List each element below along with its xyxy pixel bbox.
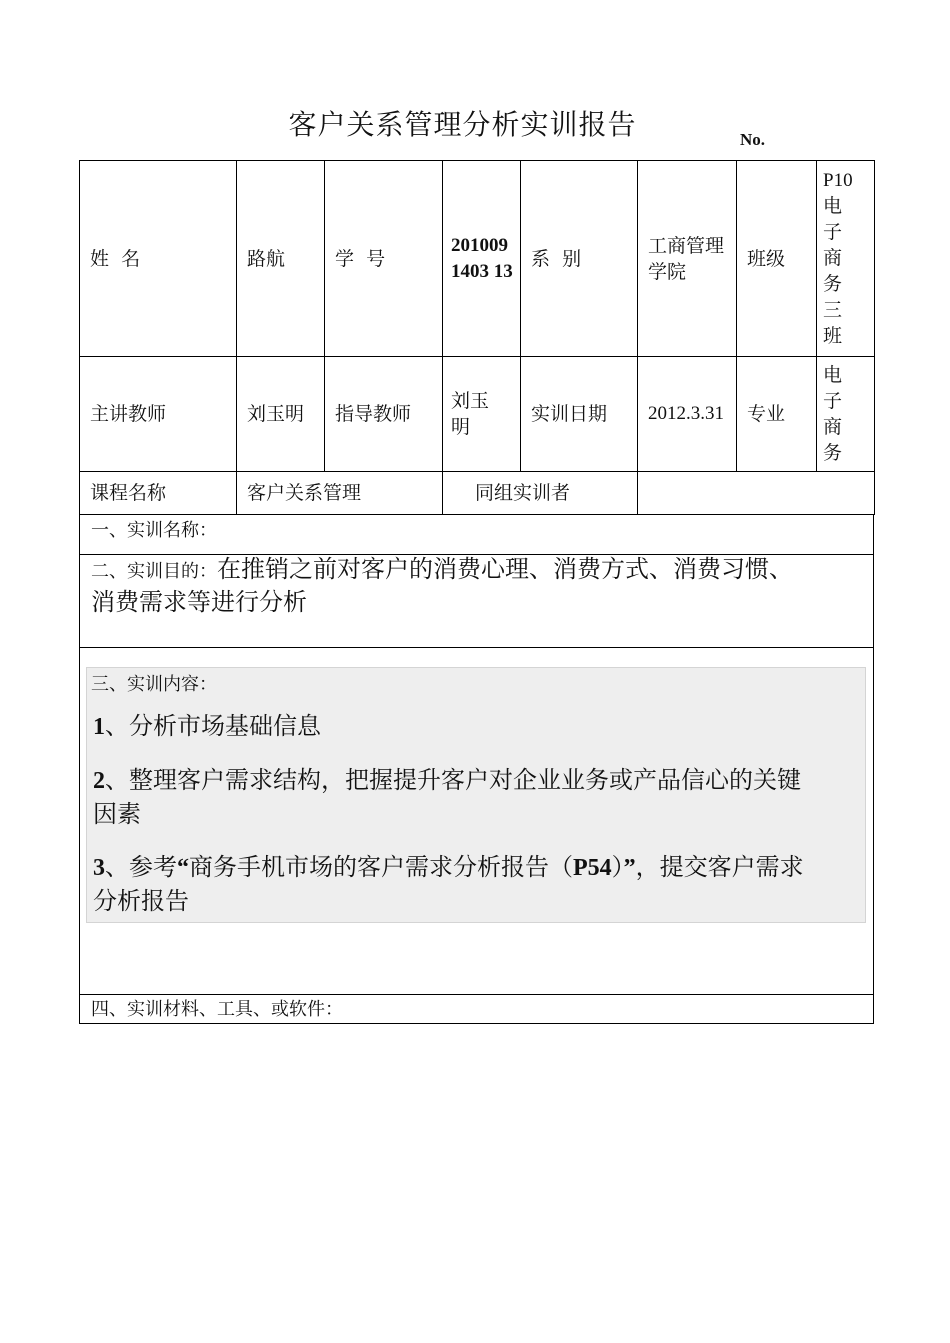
report-number-label: No. [740, 130, 766, 149]
training-purpose-label: 二、实训目的： [91, 561, 217, 582]
major-label: 专业 [737, 357, 817, 472]
content-item-3-quote-open: “ [177, 855, 189, 881]
section-training-name [79, 514, 874, 555]
content-item-3-quote-close: ” [623, 855, 636, 881]
training-content-box [86, 667, 866, 923]
content-item-3-code: P54 [573, 855, 612, 881]
training-date-value: 2012.3.31 [638, 357, 737, 472]
course-value: 客户关系管理 [237, 472, 443, 515]
name-label: 姓 名 [80, 161, 237, 357]
department-value: 工商管理学院 [638, 161, 737, 357]
student-id-label: 学 号 [325, 161, 443, 357]
content-item-1-number: 1 [93, 714, 105, 740]
content-item-2-number: 2 [93, 768, 105, 794]
training-purpose-block [91, 554, 793, 620]
training-name-label: 一、实训名称： [91, 520, 217, 541]
content-item-2-text-1: 、整理客户需求结构，把握提升客户对企业业务或产品信心的关键 [105, 766, 801, 794]
content-item-2-text-2: 因素 [93, 800, 141, 828]
name-value: 路航 [237, 161, 325, 357]
content-item-3-text-2: 分析报告 [93, 887, 189, 915]
content-item-3-text-a: 、参考 [105, 853, 177, 881]
student-id-value: 2010091403 13 [443, 161, 521, 357]
content-item-1-text: 、分析市场基础信息 [105, 712, 321, 740]
advisor-label: 指导教师 [325, 357, 443, 472]
training-purpose-text-2: 消费需求等进行分析 [91, 588, 307, 616]
course-row [80, 472, 875, 515]
content-item-3-number: 3 [93, 855, 105, 881]
content-item-3-text-b: 商务手机市场的客户需求分析报告（ [189, 853, 573, 881]
training-materials-label: 四、实训材料、工具、或软件： [91, 999, 343, 1020]
class-value: P10 电子商务三班 [817, 161, 875, 357]
content-item-3-text-c: ） [611, 853, 624, 881]
group-members-value [638, 472, 875, 515]
section-training-purpose [79, 554, 874, 648]
lecturer-label: 主讲教师 [80, 357, 237, 472]
course-label: 课程名称 [80, 472, 237, 515]
department-label: 系 别 [521, 161, 638, 357]
training-date-label: 实训日期 [521, 357, 638, 472]
student-row [80, 161, 875, 357]
report-title: 客户关系管理分析实训报告 [288, 108, 637, 141]
advisor-value: 刘玉明 [443, 357, 521, 472]
section-training-materials [79, 994, 874, 1024]
class-label: 班级 [737, 161, 817, 357]
content-item-3-text-d: ，提交客户需求 [635, 853, 804, 881]
major-value: 电子商务 [817, 357, 875, 472]
info-table [79, 160, 875, 515]
training-content-label: 三、实训内容： [91, 674, 217, 695]
lecturer-value: 刘玉明 [237, 357, 325, 472]
content-item-1 [93, 710, 321, 744]
teacher-row [80, 357, 875, 472]
content-item-2 [93, 764, 801, 831]
training-purpose-text-1: 在推销之前对客户的消费心理、消费方式、消费习惯、 [217, 555, 793, 583]
group-members-label: 同组实训者 [443, 472, 638, 515]
content-item-3 [93, 851, 804, 918]
